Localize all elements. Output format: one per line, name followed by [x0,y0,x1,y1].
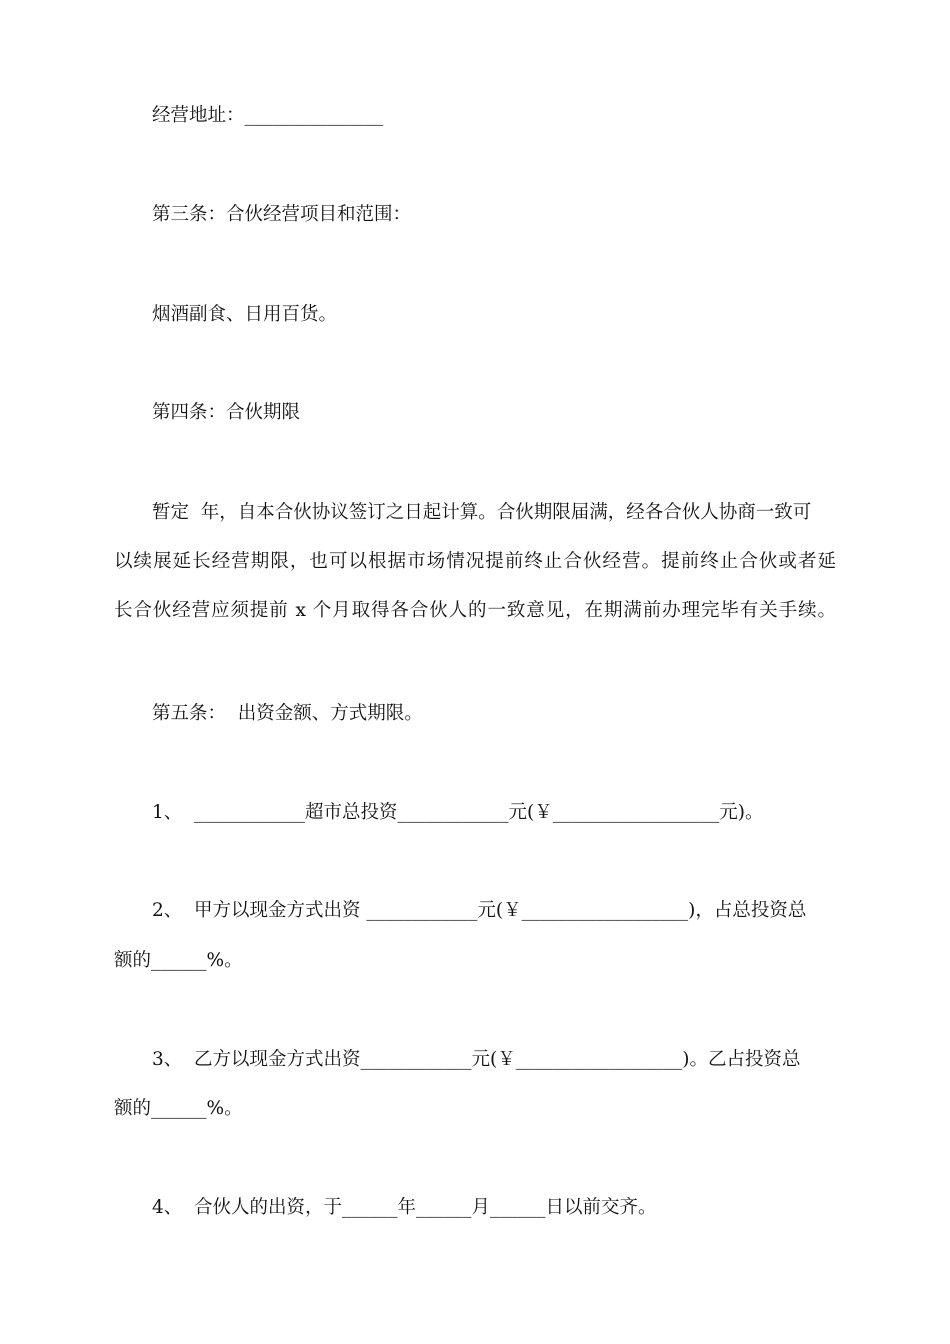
article-4-heading: 第四条：合伙期限 [152,402,301,423]
item-3-party-b-percentage: 额的______%。 [114,1098,243,1119]
article-4-text-line-3: 长合伙经营应须提前 x 个月取得各合伙人的一致意见，在期满前办理完毕有关手续。 [114,600,836,621]
item-1-total-investment: 1、 ____________超市总投资____________元(￥__________________元)。 [152,802,764,823]
article-4-text-line-2: 以续展延长经营期限，也可以根据市场情况提前终止合伙经营。提前终止合伙或者延 [114,551,836,572]
item-2-party-a-percentage: 额的______%。 [114,950,243,971]
article-4-text-line-1: 暂定 年，自本合伙协议签订之日起计算。合伙期限届满，经各合伙人协商一致可 [152,502,812,523]
item-3-party-b-contribution: 3、 乙方以现金方式出资____________元(￥__________________)。乙占投资总 [152,1049,801,1070]
article-5-heading: 第五条： 出资金额、方式期限。 [152,703,423,724]
item-4-payment-deadline: 4、 合伙人的出资，于______年______月______日以前交齐。 [152,1197,657,1218]
business-address-line: 经营地址：_______________ [152,105,384,126]
article-3-scope: 烟酒副食、日用百货。 [152,304,338,325]
item-2-party-a-contribution: 2、 甲方以现金方式出资 ____________元(￥__________________)，占总投资总 [152,900,807,921]
article-3-heading: 第三条：合伙经营项目和范围： [152,204,412,225]
